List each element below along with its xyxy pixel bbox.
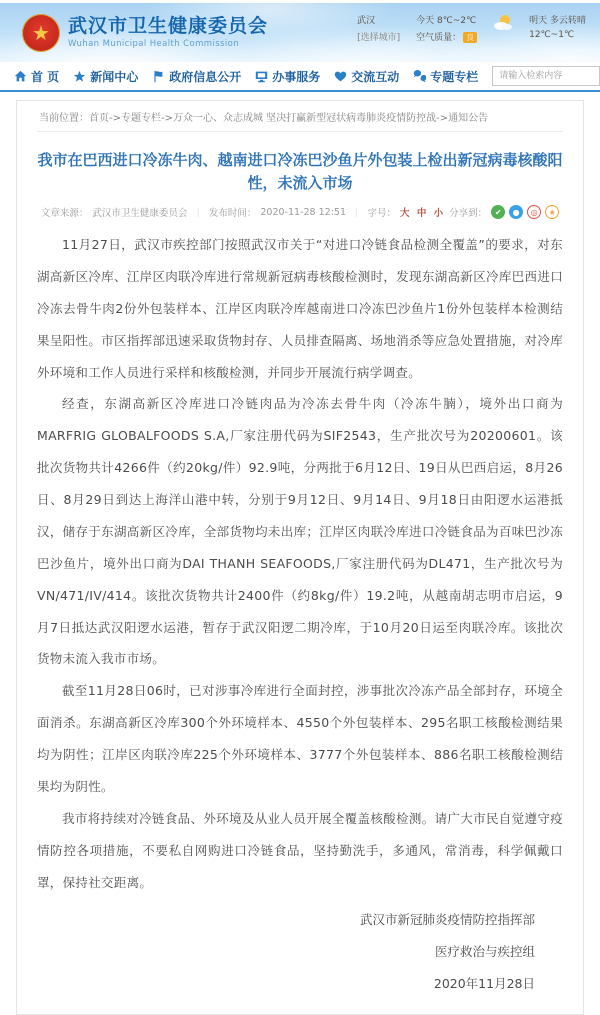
font-size-buttons[interactable]: 大 中 小 xyxy=(400,208,446,219)
nav-item-topics[interactable]: 专题专栏 xyxy=(413,68,478,85)
paragraph-3: 截至11月28日06时，已对涉事冷库进行全面封控，涉事批次冷冻产品全部封存，环境全面消杀。东湖高新区冷库300个外环境样本、4550个外包装样本、295名职工核酸检测结果均为阴性；江岸区肉联冷库225个外环境样本、3777个外包装样本、886名职工核酸检测结果均为阴性。 xyxy=(37,683,563,794)
paragraph-2: 经查，东湖高新区冷库进口冷链肉品为冷冻去骨牛肉（冷冻牛腩），境外出口商为MARFRIG GLOBALFOODS S.A,厂家注册代码为SIF2543，生产批次号为20200601。该批次货物共计4266件（约20kg/件）92.9吨，分两批于6月12日、19日从巴西启运，8月26日、8月29日到达上海洋山港中转，分别于9月12日、9月14日、9月18日由阳逻水运港抵汉，储存于东湖高新区冷库，全部货物均未出库；江岸区肉联冷库进口冷链食品为百味巴沙冻巴沙鱼片，境外出口商为DAI THANH SEAFOODS,厂家注册代码为DL471，生产批次号为VN/471/IV/414。该批次货物共计2400件（约8kg/件）19.2吨，从越南胡志明市启运，9月7日抵达武汉阳逻水运港，暂存于武汉阳逻二期冷库，于10月20日运至肉联冷库。该批次货物未流入我市市场。 xyxy=(37,396,563,667)
site-title-en: Wuhan Municipal Health Commission xyxy=(68,38,240,49)
weather-today: 今天 8℃~2℃ xyxy=(416,16,477,26)
search-input[interactable] xyxy=(492,66,600,86)
city-select-link[interactable]: [选择城市] xyxy=(357,33,401,43)
share-label: 分享到： xyxy=(449,208,488,219)
site-title: 武汉市卫生健康委员会 xyxy=(68,15,269,38)
flag-icon xyxy=(152,70,165,83)
star-icon xyxy=(73,70,86,83)
signature-org: 武汉市新冠肺炎疫情防控指挥部 xyxy=(359,912,535,928)
article-body xyxy=(37,229,563,898)
nav-item-news[interactable]: 新闻中心 xyxy=(73,68,138,85)
paragraph-1: 11月27日，武汉市疾控部门按照武汉市关于“对进口冷链食品检测全覆盖”的要求，对东湖高新区冷库、江岸区肉联冷库进行常规新冠病毒核酸检测时，发现东湖高新区冷库巴西进口冷冻去骨牛肉2份外包装样本、江岸区肉联冷库越南进口冷冻巴沙鱼片1份外包装样本检测结果呈阳性。市区指挥部迅速采取货物封存、人员排查隔离、场地消杀等应急处置措施，对冷库外环境和工作人员进行采样和核酸检测，并同步开展流行病学调查。 xyxy=(37,237,563,380)
sun-cloud-icon xyxy=(493,13,513,31)
search-bar xyxy=(492,66,600,86)
main-nav xyxy=(0,62,600,92)
weather-air-quality: 空气质量： 良 xyxy=(416,30,477,43)
publish-time: 2020-11-28 12:51 xyxy=(260,206,346,218)
nav-item-services[interactable]: 办事服务 xyxy=(255,68,320,85)
nav-item-interaction[interactable]: 交流互动 xyxy=(334,68,399,85)
share-qzone-icon[interactable]: ★ xyxy=(545,205,559,219)
breadcrumb-path[interactable]: 首页->专题专栏->万众一心、众志成城 坚决打赢新型冠状病毒肺炎疫情防控战->通知公告 xyxy=(89,113,489,124)
fontsize-label: 字号： xyxy=(367,208,397,219)
air-quality-badge: 良 xyxy=(463,32,477,43)
article-meta: 文章来源： 武汉市卫生健康委员会 ｜ 发布时间： 2020-11-28 12:51 ｜ 字号： 大 中 小 分享到： ✔ ● ◎ ★ xyxy=(37,205,563,219)
weather-city: 武汉 xyxy=(357,16,376,26)
signature-group: 医疗救治与疾控组 xyxy=(434,944,535,960)
monitor-icon xyxy=(255,70,268,83)
national-emblem-icon: ★ xyxy=(22,14,60,52)
share-wechat-icon[interactable]: ✔ xyxy=(491,205,505,219)
paragraph-4: 我市将持续对冷链食品、外环境及从业人员开展全覆盖核酸检测。请广大市民自觉遵守疫情防控各项措施，不要私自网购进口冷链食品，坚持勤洗手，多通风，常消毒，科学佩戴口罩，保持社交距离。 xyxy=(37,810,563,890)
share-weibo-icon[interactable]: ◎ xyxy=(527,205,541,219)
share-icons xyxy=(491,205,559,219)
weather-tomorrow: 明天 多云转晴 xyxy=(529,16,586,26)
source-label: 文章来源： xyxy=(40,208,89,219)
signature-date: 2020年11月28日 xyxy=(433,976,535,992)
publish-time-label: 发布时间： xyxy=(208,208,257,219)
breadcrumb xyxy=(37,101,563,132)
weather-widget xyxy=(357,13,586,43)
article-title: 我市在巴西进口冷冻牛肉、越南进口冷冻巴沙鱼片外包装上检出新冠病毒核酸阳性，未流入市场 xyxy=(37,151,563,192)
heart-icon xyxy=(334,70,347,83)
site-header xyxy=(0,0,600,62)
source-value: 武汉市卫生健康委员会 xyxy=(92,208,188,219)
signature-block xyxy=(37,904,563,1000)
breadcrumb-label: 当前位置： xyxy=(39,113,89,124)
nav-item-home[interactable]: 首 页 xyxy=(14,68,59,85)
chat-bubbles-icon xyxy=(413,70,426,83)
content-box xyxy=(16,100,584,1015)
share-qq-icon[interactable]: ● xyxy=(509,205,523,219)
site-logo[interactable] xyxy=(22,14,268,52)
nav-item-gov-info[interactable]: 政府信息公开 xyxy=(152,68,241,85)
weather-tomorrow-temp: 12℃~1℃ xyxy=(529,30,575,40)
home-icon xyxy=(14,70,27,83)
